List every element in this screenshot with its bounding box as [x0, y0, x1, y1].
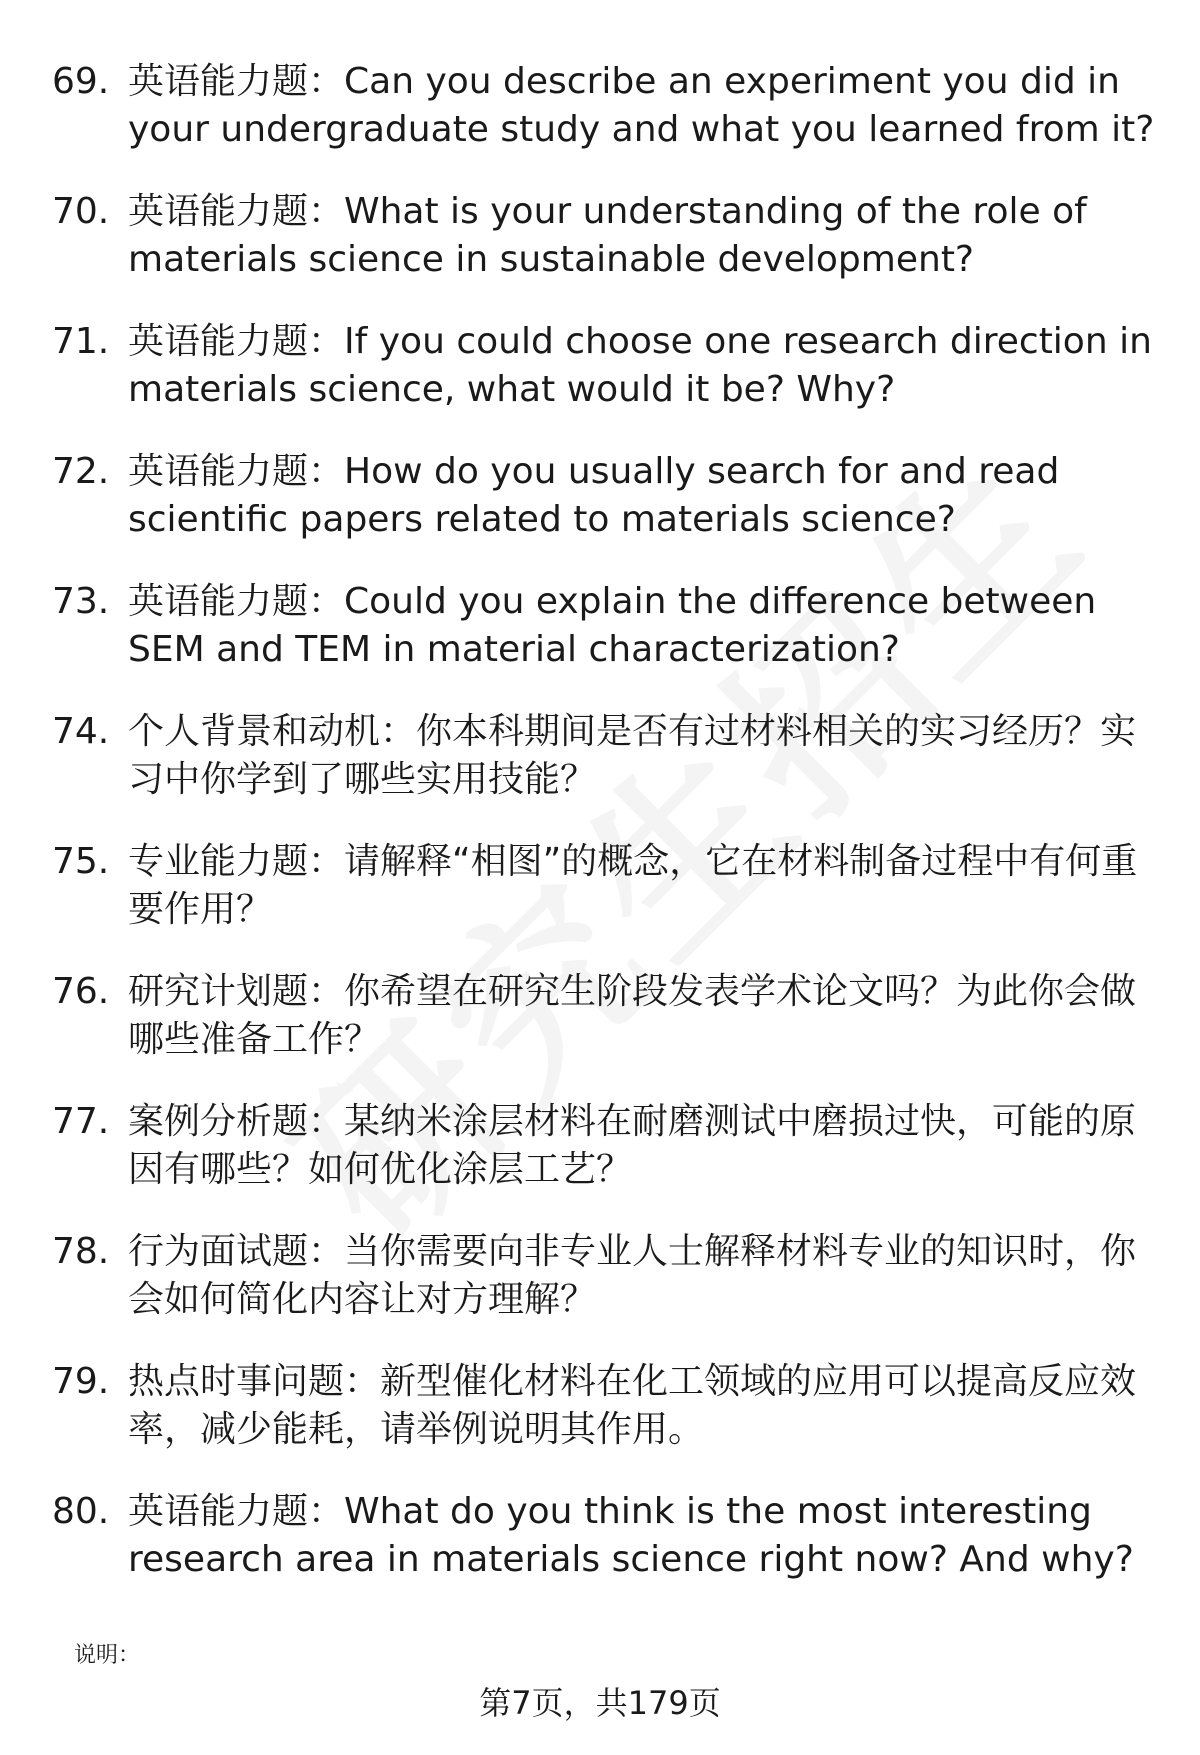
- question-text: 英语能力题：Can you describe an experiment you did in your undergraduate study and what you learned from it?: [128, 61, 1155, 150]
- question-item-79: [52, 1358, 1162, 1454]
- question-number: 79.: [52, 1361, 110, 1402]
- question-item-77: [52, 1098, 1162, 1194]
- question-number: 72.: [52, 451, 110, 492]
- question-text: 英语能力题：If you could choose one research direction in materials science, what would it be? Why?: [128, 321, 1152, 410]
- question-item-71: [52, 318, 1162, 414]
- question-item-78: [52, 1228, 1162, 1324]
- question-text: 英语能力题：What is your understanding of the role of materials science in sustainable development?: [128, 191, 1087, 280]
- question-item-69: [52, 58, 1162, 154]
- question-text: 行为面试题：当你需要向非专业人士解释材料专业的知识时，你会如何简化内容让对方理解？: [128, 1231, 1137, 1320]
- question-item-80: [52, 1488, 1162, 1584]
- question-number: 69.: [52, 61, 110, 102]
- question-number: 70.: [52, 191, 110, 232]
- question-item-76: [52, 968, 1162, 1064]
- question-text: 个人背景和动机：你本科期间是否有过材料相关的实习经历？实习中你学到了哪些实用技能？: [128, 711, 1137, 800]
- question-list: [52, 58, 1162, 1618]
- question-text: 研究计划题：你希望在研究生阶段发表学术论文吗？为此你会做哪些准备工作？: [128, 971, 1137, 1060]
- question-number: 71.: [52, 321, 110, 362]
- question-text: 英语能力题：Could you explain the difference between SEM and TEM in material characterization?: [128, 581, 1097, 670]
- question-text: 案例分析题：某纳米涂层材料在耐磨测试中磨损过快，可能的原因有哪些？如何优化涂层工艺？: [128, 1101, 1137, 1190]
- question-item-70: [52, 188, 1162, 284]
- question-item-74: [52, 708, 1162, 804]
- question-number: 78.: [52, 1231, 110, 1272]
- question-number: 77.: [52, 1101, 110, 1142]
- note-label: 说明：: [74, 1643, 141, 1668]
- question-item-75: [52, 838, 1162, 934]
- question-item-73: [52, 578, 1162, 674]
- question-number: 76.: [52, 971, 110, 1012]
- question-number: 80.: [52, 1491, 110, 1532]
- page-footer: 第7页，共179页: [479, 1684, 721, 1722]
- question-number: 73.: [52, 581, 110, 622]
- question-item-72: [52, 448, 1162, 544]
- question-number: 75.: [52, 841, 110, 882]
- question-number: 74.: [52, 711, 110, 752]
- question-text: 专业能力题：请解释“相图”的概念，它在材料制备过程中有何重要作用？: [128, 841, 1138, 930]
- question-text: 英语能力题：What do you think is the most interesting research area in materials science right now? And why?: [128, 1491, 1134, 1580]
- question-text: 热点时事问题：新型催化材料在化工领域的应用可以提高反应效率，减少能耗，请举例说明其作用。: [128, 1361, 1137, 1450]
- question-text: 英语能力题：How do you usually search for and read scientific papers related to materials science?: [128, 451, 1060, 540]
